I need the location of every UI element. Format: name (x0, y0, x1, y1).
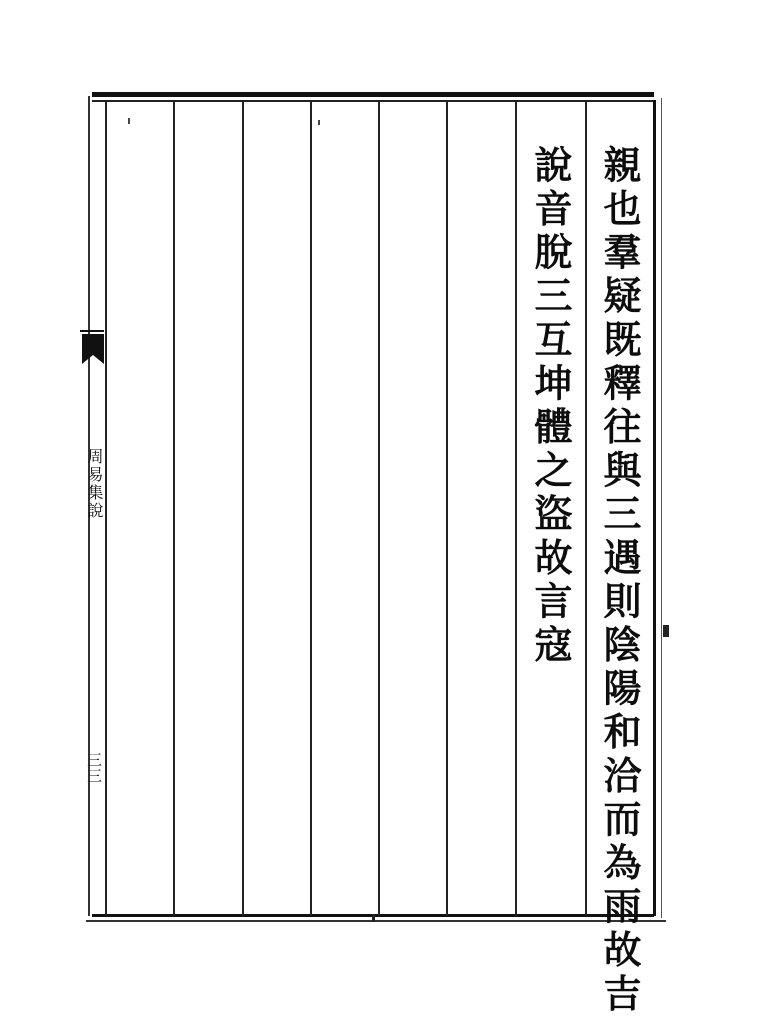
column-rule (242, 100, 244, 916)
column-rule (378, 100, 380, 916)
frame-top-border (92, 92, 654, 97)
frame-bottom-outer-border (86, 920, 666, 922)
margin-cap-text (78, 102, 104, 292)
column-rule (310, 100, 312, 916)
fish-tail-mark (82, 334, 104, 364)
frame-right-border (653, 100, 656, 916)
column-rule (515, 100, 517, 916)
text-column-1: 親也羣疑既釋往與三遇則陰陽和洽而為雨故吉 (597, 145, 642, 1017)
column-rule (173, 100, 175, 916)
frame-left-border (105, 100, 107, 916)
fish-tail-line (80, 330, 104, 332)
frame-top-inner-border (92, 100, 654, 102)
text-column-2: 說音脫三互坤體之盜故言寇 (528, 145, 573, 669)
margin-strip (78, 102, 104, 914)
folio-number: 三三 (85, 752, 103, 784)
ink-mark (372, 914, 375, 922)
frame-right-outer-border (661, 98, 662, 918)
column-rule (585, 100, 587, 916)
book-title: 周易集說 (85, 448, 104, 520)
ink-mark (318, 120, 320, 125)
column-rule (446, 100, 448, 916)
ink-mark (128, 118, 130, 124)
ink-mark (663, 625, 669, 637)
